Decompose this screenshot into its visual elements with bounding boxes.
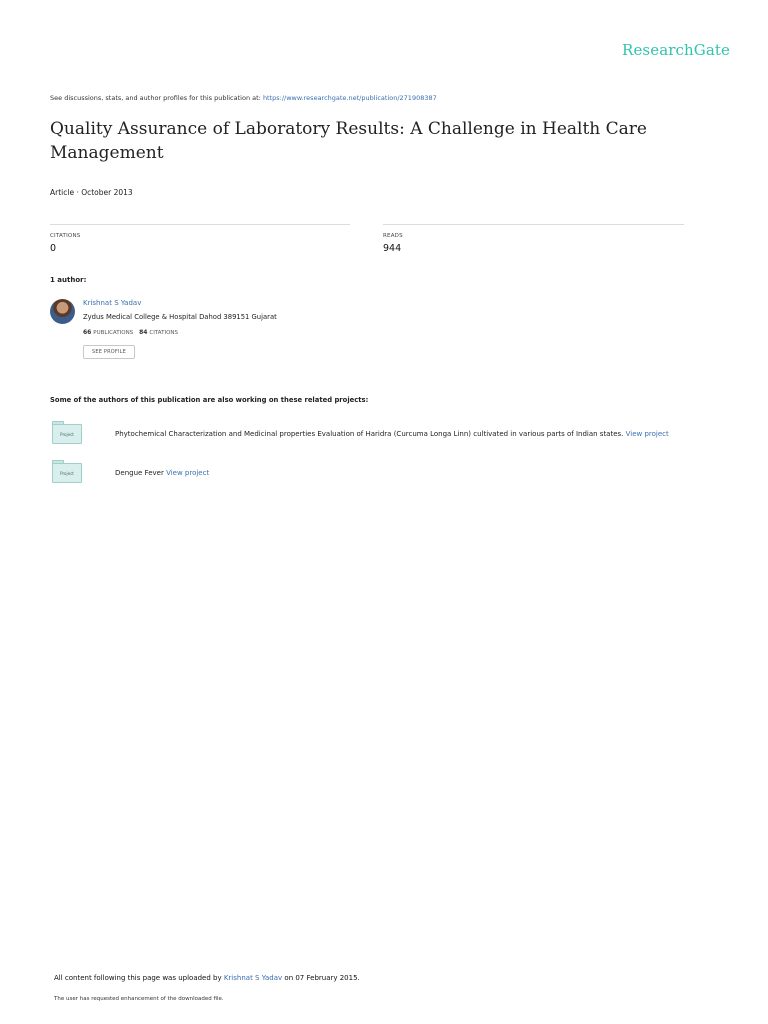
project-folder-icon: [52, 460, 82, 484]
reads-stat: [383, 224, 684, 254]
citations-label: CITATIONS: [50, 233, 81, 239]
publication-url-link[interactable]: https://www.researchgate.net/publication/271908387: [262, 94, 437, 102]
researchgate-logo[interactable]: ResearchGate: [622, 41, 730, 59]
author-publications-count: 66: [83, 329, 92, 336]
upload-line: [54, 974, 360, 982]
author-affiliation: Zydus Medical College & Hospital Dahod 389151 Gujarat: [83, 313, 277, 321]
authors-heading: 1 author:: [50, 276, 87, 284]
see-profile-button[interactable]: SEE PROFILE: [83, 345, 135, 359]
project-title: Dengue Fever: [115, 469, 164, 477]
project-description: [115, 430, 669, 438]
project-item: [50, 460, 730, 490]
enhancement-note: The user has requested enhancement of the downloaded file.: [54, 996, 224, 1002]
view-project-link[interactable]: View project: [166, 469, 210, 477]
author-citations-label: CITATIONS: [149, 330, 179, 336]
projects-heading: Some of the authors of this publication are also working on these related projects:: [50, 396, 369, 404]
author-name-link[interactable]: Krishnat S Yadav: [83, 299, 142, 307]
author-card: [50, 299, 450, 369]
author-publications-label: PUBLICATIONS: [93, 330, 134, 336]
avatar[interactable]: [50, 299, 75, 324]
citations-stat: [50, 224, 350, 254]
project-description: [115, 469, 209, 477]
discussion-line-prefix: See discussions, stats, and author profiles for this publication at:: [50, 94, 263, 102]
author-stats: [83, 329, 182, 336]
reads-value: 944: [383, 243, 402, 254]
project-title: Phytochemical Characterization and Medicinal properties Evaluation of Haridra (Curcuma Longa Linn) cultivated in various parts of Indian states.: [115, 430, 624, 438]
project-folder-icon: [52, 421, 82, 445]
publication-title: Quality Assurance of Laboratory Results: A Challenge in Health Care Management: [50, 119, 647, 163]
citations-value: 0: [50, 243, 57, 254]
upload-suffix: on 07 February 2015.: [282, 974, 360, 982]
project-icon-label: Project: [52, 424, 82, 444]
view-project-link[interactable]: View project: [625, 430, 669, 438]
author-citations-count: 84: [139, 329, 148, 336]
publication-meta: Article · October 2013: [50, 188, 133, 197]
project-icon-label: Project: [52, 463, 82, 483]
project-item: [50, 421, 730, 451]
uploader-link[interactable]: Krishnat S Yadav: [223, 974, 283, 982]
upload-prefix: All content following this page was uploaded by: [54, 974, 224, 982]
discussion-line: [50, 94, 437, 102]
reads-label: READS: [383, 233, 403, 239]
